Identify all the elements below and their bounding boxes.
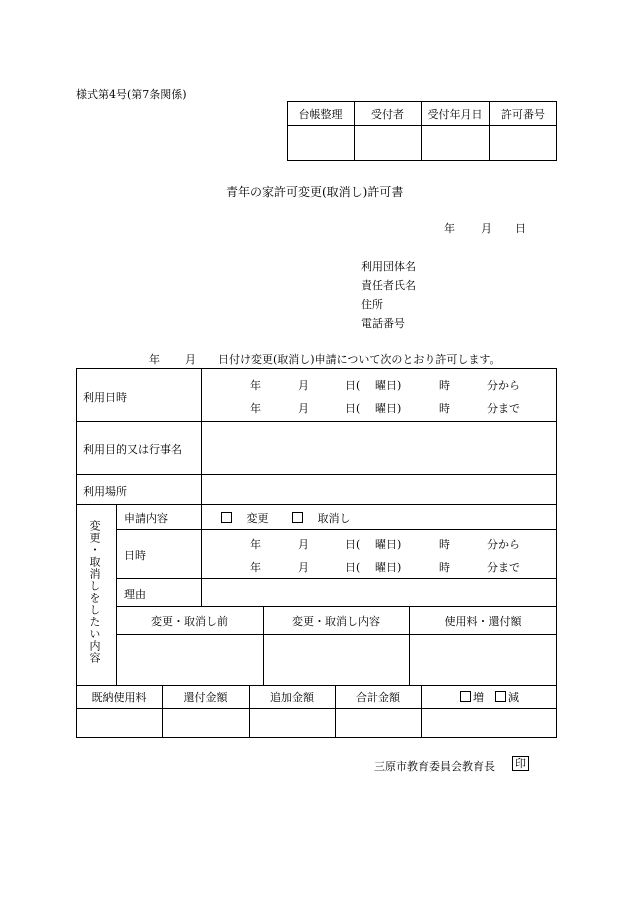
office-header-receiver: 受付者 [371, 108, 404, 121]
issuer-name: 三原市教育委員会教育長 [374, 760, 495, 773]
form-number-label: 様式第4号(第7条関係) [76, 88, 187, 101]
seal-label: 印 [512, 756, 529, 771]
issue-date-day: 日 [515, 222, 526, 235]
col-fee-header: 使用料・還付額 [444, 615, 522, 628]
intro-month: 月 [185, 353, 196, 366]
applicant-phone: 電話番号 [361, 317, 405, 330]
office-header-receipt-date: 受付年月日 [427, 108, 483, 121]
increase-checkbox[interactable] [460, 691, 471, 702]
applicant-group-name: 利用団体名 [361, 260, 416, 273]
issue-date-month: 月 [481, 222, 492, 235]
fee-refund-header: 還付金額 [183, 691, 228, 704]
fee-paid-header: 既納使用料 [91, 691, 147, 704]
change-checkbox[interactable] [221, 512, 232, 523]
fee-total-header: 合計金額 [356, 691, 400, 704]
place-label: 利用場所 [83, 485, 127, 498]
seal-mark [512, 757, 529, 770]
intro-year: 年 [149, 353, 160, 366]
office-header-permit-number: 許可番号 [501, 108, 545, 121]
issue-date-year: 年 [444, 222, 455, 235]
col-content-header: 変更・取消し内容 [292, 615, 380, 628]
usage-datetime-label: 利用日時 [83, 391, 127, 404]
option-cancel [292, 510, 351, 526]
request-content-label: 申請内容 [124, 512, 168, 525]
office-header-ledger: 台帳整理 [298, 108, 343, 121]
change-section-vertical-label: 変更・取消しをしたい内容 [88, 520, 101, 664]
fee-increase [460, 689, 484, 705]
applicant-manager-name: 責任者氏名 [361, 279, 416, 292]
reason-label: 理由 [124, 588, 146, 601]
option-change-label: 変更 [246, 512, 269, 525]
fee-increase-label: 増 [473, 691, 484, 704]
purpose-label: 利用目的又は行事名 [83, 443, 182, 456]
intro-text: 日付け変更(取消し)申請について次のとおり許可します。 [218, 353, 501, 366]
option-cancel-label: 取消し [317, 512, 351, 525]
cancel-checkbox[interactable] [292, 512, 303, 523]
decrease-checkbox[interactable] [495, 691, 506, 702]
fee-decrease [495, 689, 519, 705]
document-title: 青年の家許可変更(取消し)許可書 [226, 185, 404, 199]
option-change [221, 510, 269, 526]
applicant-address: 住所 [361, 298, 383, 311]
col-before-header: 変更・取消し前 [151, 615, 228, 628]
fee-decrease-label: 減 [508, 691, 519, 704]
fee-additional-header: 追加金額 [270, 691, 314, 704]
change-datetime-label: 日時 [124, 549, 146, 562]
